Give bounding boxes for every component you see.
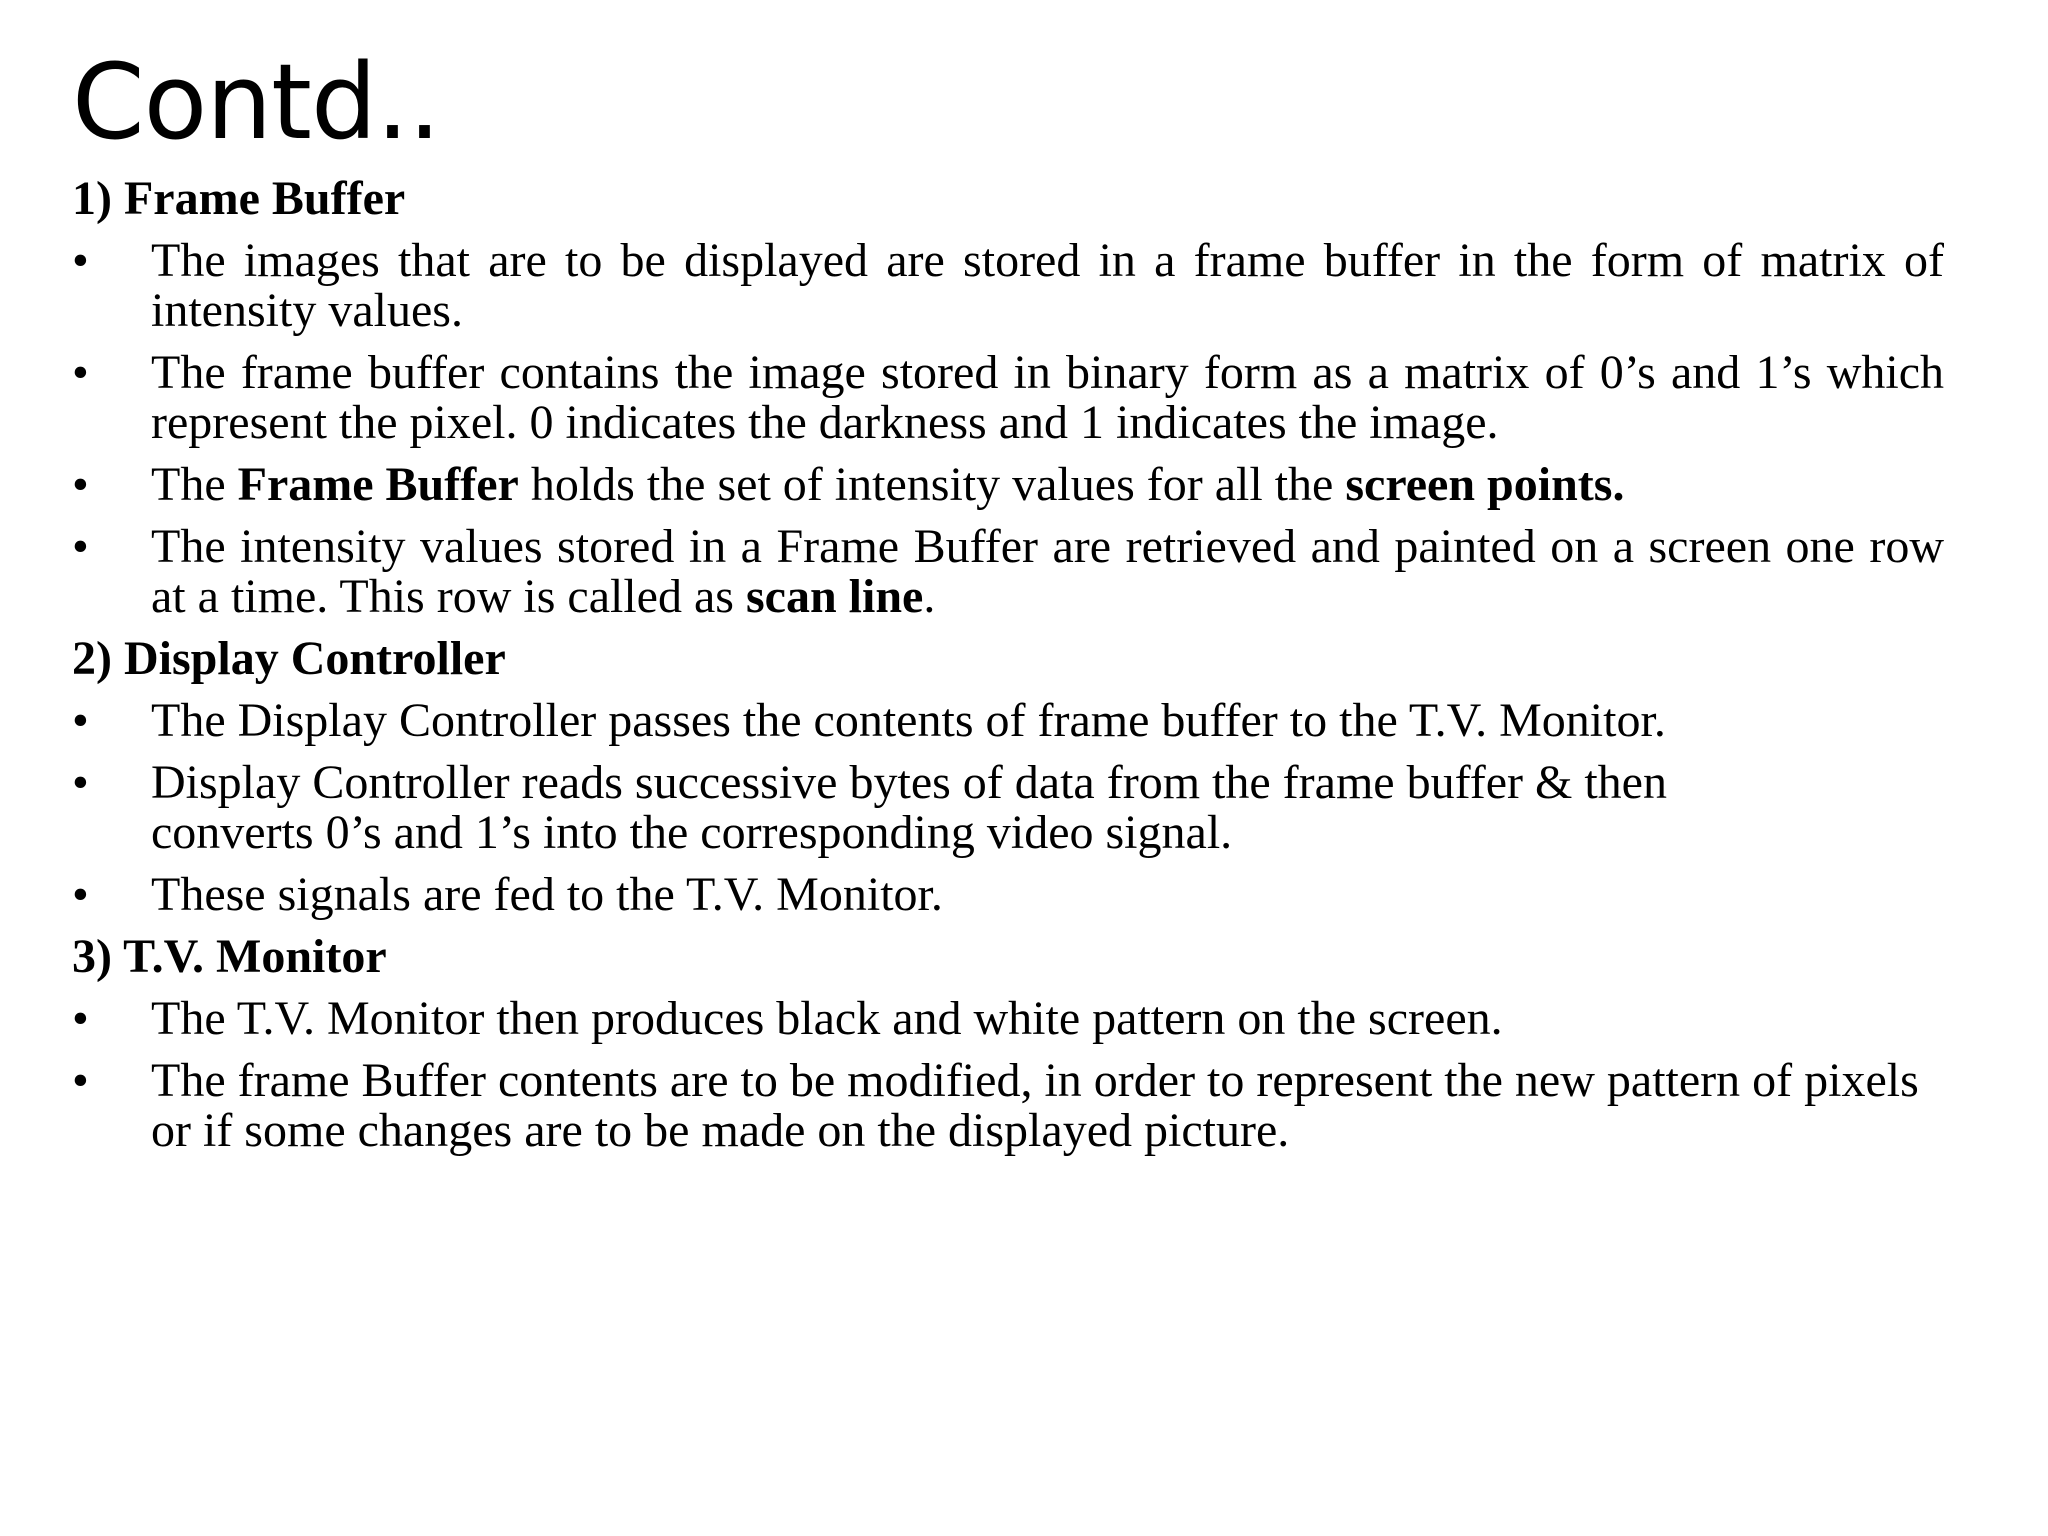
list-item bbox=[72, 758, 1944, 858]
bullet-icon: • bbox=[72, 992, 89, 1045]
bullet-icon: • bbox=[72, 458, 89, 511]
bullet-icon: • bbox=[72, 346, 89, 399]
bullet-text: The Display Controller passes the contents of frame buffer to the T.V. Monitor. bbox=[151, 694, 1666, 747]
bullet-text: The frame buffer contains the image stored in binary form as a matrix of 0’s and 1’s which represent the pixel. 0 indicates the darkness and 1 indicates the image. bbox=[151, 346, 1944, 449]
slide-title: Contd.. bbox=[72, 41, 441, 163]
section-heading-tv-monitor: 3) T.V. Monitor bbox=[72, 930, 387, 983]
list-item bbox=[72, 460, 1944, 510]
section-heading-display-controller: 2) Display Controller bbox=[72, 632, 506, 685]
bullet-text: The T.V. Monitor then produces black and white pattern on the screen. bbox=[151, 992, 1503, 1045]
bold-term-frame-buffer: Frame Buffer bbox=[237, 458, 519, 511]
bullet-text: The frame Buffer contents are to be modified, in order to represent the new pattern of pixels or if some changes are to be made on the displayed picture. bbox=[151, 1054, 1919, 1157]
slide-content bbox=[72, 174, 1944, 1168]
bullet-text: The images that are to be displayed are stored in a frame buffer in the form of matrix of intensity values. bbox=[151, 234, 1944, 337]
list-item bbox=[72, 696, 1944, 746]
text-segment: The bbox=[151, 458, 238, 511]
bullet-text bbox=[151, 522, 1944, 622]
bullet-list-tv-monitor bbox=[72, 994, 1944, 1156]
bullet-icon: • bbox=[72, 234, 89, 287]
bullet-list-frame-buffer bbox=[72, 236, 1944, 622]
list-item bbox=[72, 236, 1944, 336]
bullet-list-display-controller bbox=[72, 696, 1944, 920]
section-heading-frame-buffer: 1) Frame Buffer bbox=[72, 172, 406, 225]
bullet-text: These signals are fed to the T.V. Monitor. bbox=[151, 868, 943, 921]
bullet-icon: • bbox=[72, 1054, 89, 1107]
text-segment: . bbox=[923, 570, 936, 623]
text-segment: The intensity values stored in a Frame Buffer are retrieved and painted on a screen one row at a time. This row is called as bbox=[151, 520, 1944, 623]
list-item bbox=[72, 522, 1944, 622]
bullet-text: Display Controller reads successive bytes of data from the frame buffer & then converts 0’s and 1’s into the corresponding video signal. bbox=[151, 756, 1667, 859]
bullet-icon: • bbox=[72, 868, 89, 921]
list-item bbox=[72, 1056, 1944, 1156]
text-segment: holds the set of intensity values for all the bbox=[518, 458, 1346, 511]
bullet-icon: • bbox=[72, 756, 89, 809]
list-item bbox=[72, 994, 1944, 1044]
list-item bbox=[72, 870, 1944, 920]
bullet-icon: • bbox=[72, 694, 89, 747]
bullet-icon: • bbox=[72, 520, 89, 573]
bold-term-screen-points: screen points. bbox=[1345, 458, 1625, 511]
bullet-text bbox=[151, 460, 1944, 510]
list-item bbox=[72, 348, 1944, 448]
bold-term-scan-line: scan line bbox=[745, 570, 924, 623]
